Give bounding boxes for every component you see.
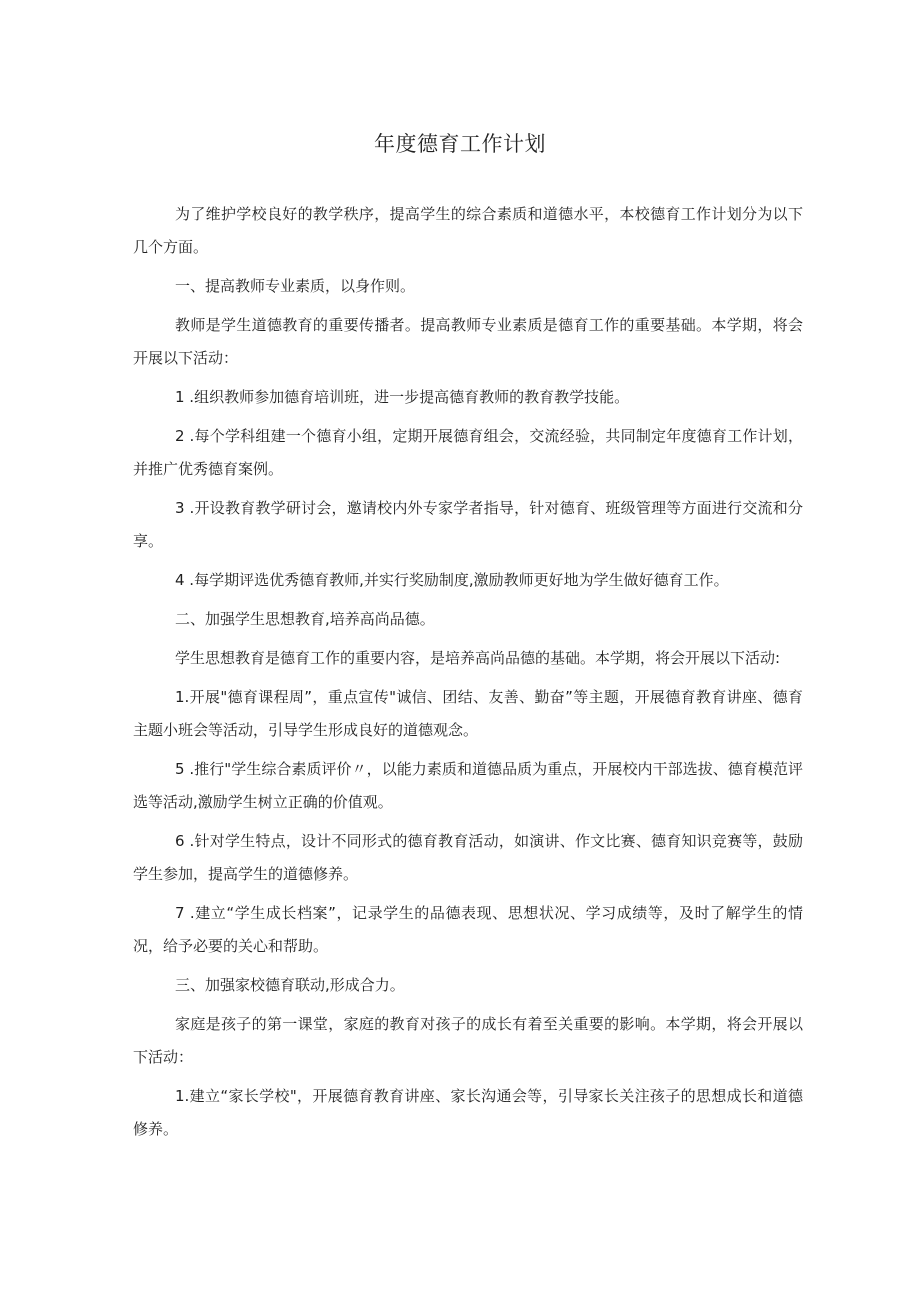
intro-paragraph: 为了维护学校良好的教学秩序，提高学生的综合素质和道德水平，本校德育工作计划分为以下几个方面。	[133, 205, 803, 256]
section-3-intro: 家庭是孩子的第一课堂，家庭的教育对孩子的成长有着至关重要的影响。本学期，将会开展以下活动：	[133, 1015, 803, 1066]
section-1-item-3: 3 .开设教育教学研讨会，邀请校内外专家学者指导，针对德育、班级管理等方面进行交流和分享。	[133, 499, 803, 550]
section-2-item-1: 1.开展"德育课程周”，重点宣传"诚信、团结、友善、勤奋”等主题，开展德育教育讲座、德育主题小班会等活动，引导学生形成良好的道德观念。	[133, 688, 803, 739]
section-2-item-5: 5 .推行"学生综合素质评价〃，以能力素质和道德品质为重点，开展校内干部选拔、德育模范评选等活动,激励学生树立正确的价值观。	[133, 760, 803, 811]
document-title: 年度德育工作计划	[374, 132, 546, 156]
section-2-item-7: 7 .建立“学生成长档案”，记录学生的品德表现、思想状况、学习成绩等，及时了解学生的情况，给予必要的关心和帮助。	[133, 904, 803, 955]
section-2-item-6: 6 .针对学生特点，设计不同形式的德育教育活动，如演讲、作文比赛、德育知识竞赛等，鼓励学生参加，提高学生的道德修养。	[133, 832, 803, 883]
section-heading-3: 三、加强家校德育联动,形成合力。	[175, 976, 405, 994]
section-1-intro: 教师是学生道德教育的重要传播者。提高教师专业素质是德育工作的重要基础。本学期，将会开展以下活动：	[133, 316, 803, 367]
section-1-item-2: 2 .每个学科组建一个德育小组，定期开展德育组会，交流经验，共同制定年度德育工作计划，并推广优秀德育案例。	[133, 427, 803, 478]
section-1-item-1: 1 .组织教师参加德育培训班，进一步提高德育教师的教育教学技能。	[175, 388, 630, 406]
section-3-item-1: 1.建立“家长学校"，开展德育教育讲座、家长沟通会等，引导家长关注孩子的思想成长和道德修养。	[133, 1087, 803, 1138]
section-heading-2: 二、加强学生思想教育,培养高尚品德。	[175, 610, 435, 628]
section-heading-1: 一、提高教师专业素质，以身作则。	[175, 277, 416, 295]
document-body	[133, 198, 803, 1152]
section-2-intro: 学生思想教育是德育工作的重要内容，是培养高尚品德的基础。本学期，将会开展以下活动:	[175, 649, 781, 667]
section-1-item-4: 4 .每学期评选优秀德育教师,并实行奖励制度,激励教师更好地为学生做好德育工作。	[175, 571, 729, 589]
